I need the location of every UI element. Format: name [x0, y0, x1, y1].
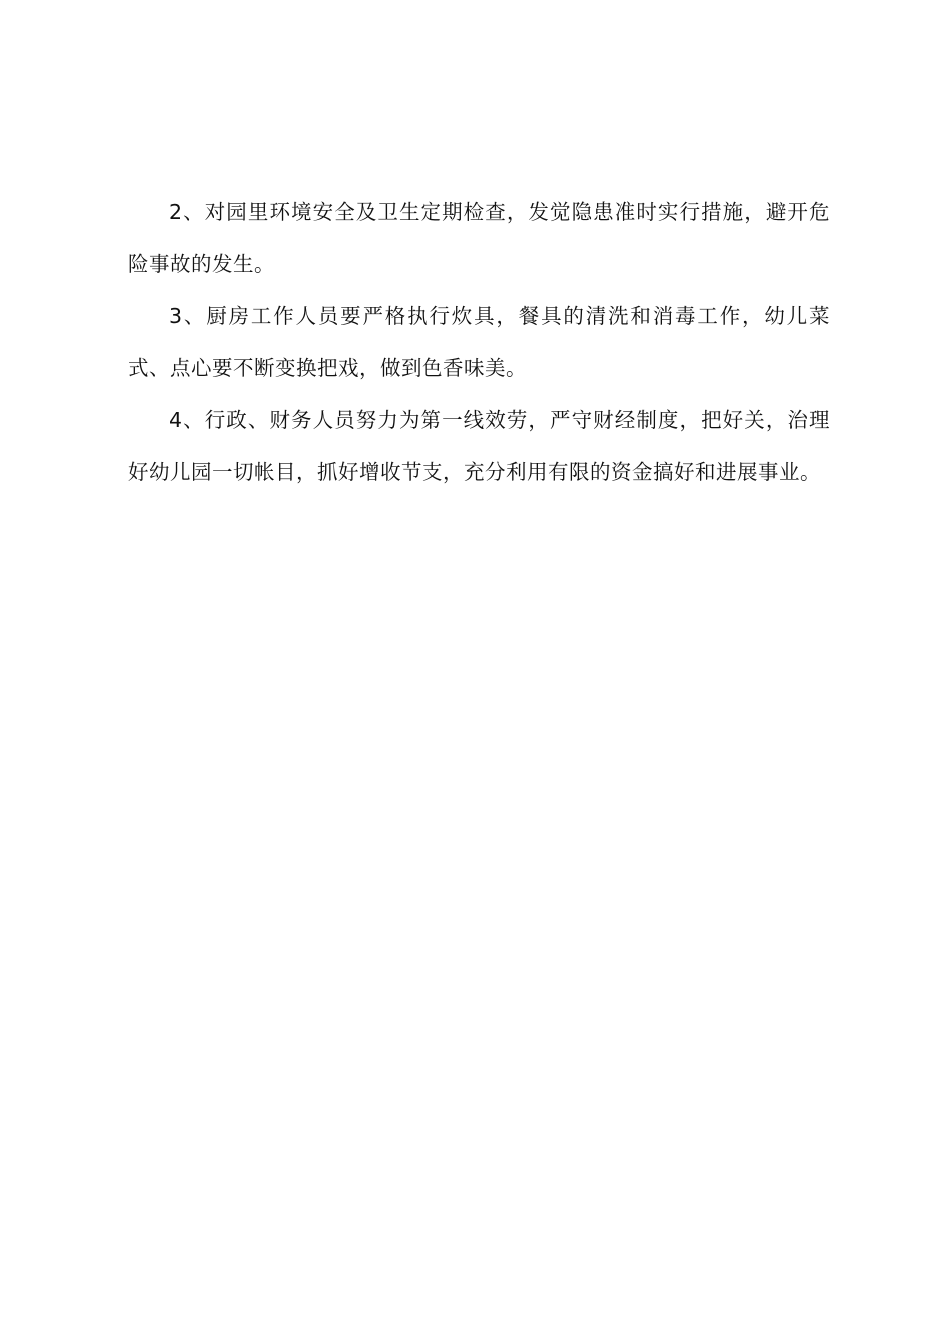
paragraph-item-4: 4、行政、财务人员努力为第一线效劳，严守财经制度，把好关，治理好幼儿园一切帐目，抓好增收节支，充分利用有限的资金搞好和进展事业。	[128, 408, 830, 484]
document-body	[128, 186, 830, 498]
paragraph-item-3: 3、厨房工作人员要严格执行炊具，餐具的清洗和消毒工作，幼儿菜式、点心要不断变换把戏，做到色香味美。	[128, 304, 830, 380]
paragraph-item-2: 2、对园里环境安全及卫生定期检查，发觉隐患准时实行措施，避开危险事故的发生。	[128, 200, 830, 276]
